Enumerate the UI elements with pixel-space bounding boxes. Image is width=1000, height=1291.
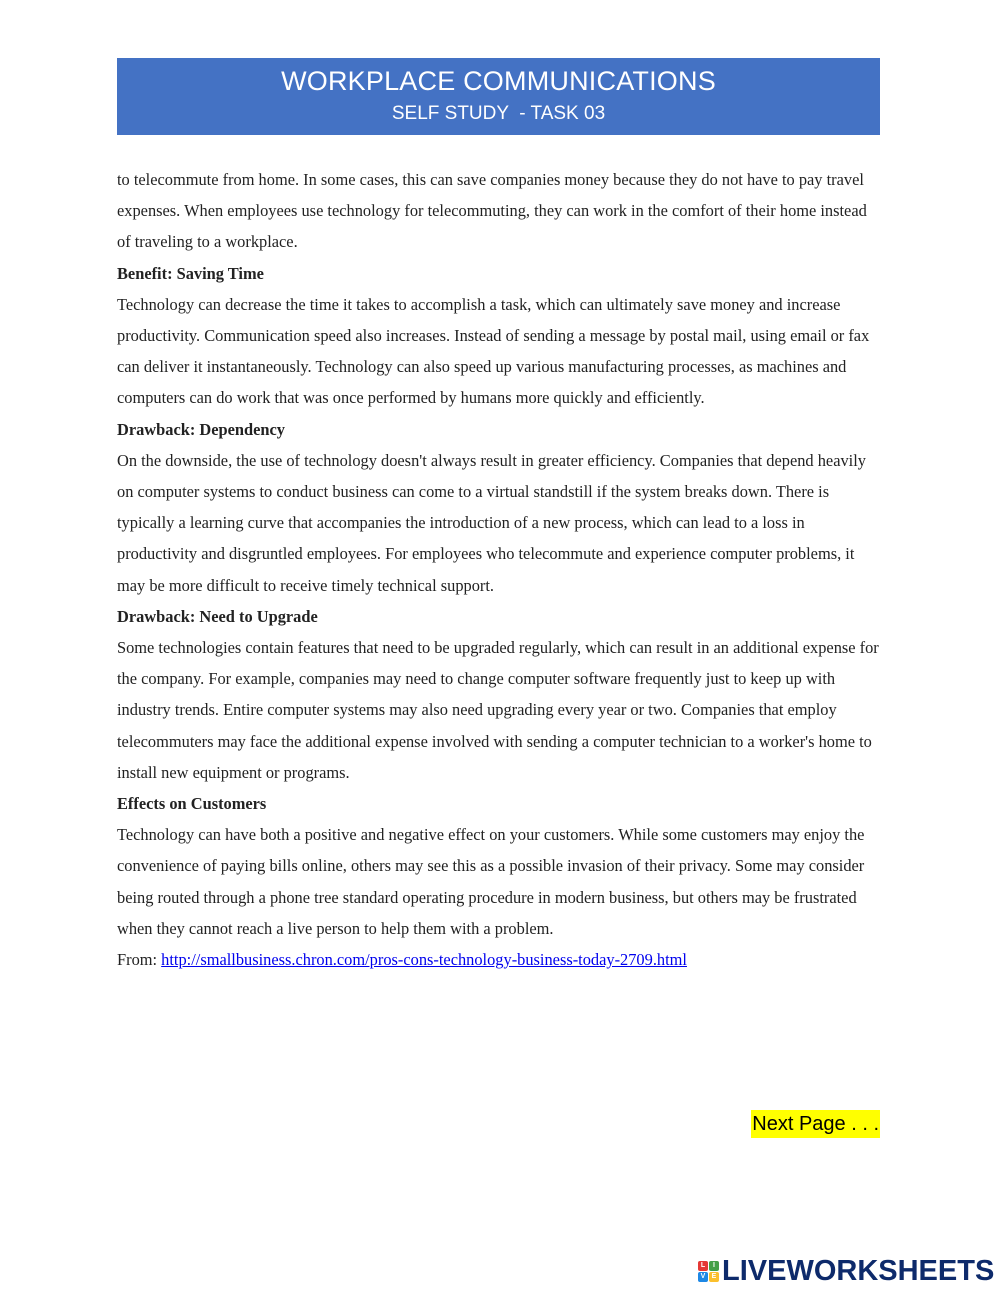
logo-cubes-icon <box>698 1261 719 1282</box>
logo-cube: I <box>709 1261 719 1271</box>
page-subtitle: SELF STUDY - TASK 03 <box>391 103 606 124</box>
header-banner <box>117 58 880 135</box>
section-heading-need-to-upgrade: Drawback: Need to Upgrade <box>117 606 318 626</box>
section-text-effects-on-customers: Technology can have both a positive and negative effect on your customers. While some customers may enjoy the convenience of paying bills online, others may see this as a possible invasion of their privacy. Some may consider being routed through a phone tree standard operating procedure in modern business, but others may be frustrated when they cannot reach a live person to help them with a problem. <box>117 825 865 938</box>
section-heading-dependency: Drawback: Dependency <box>117 419 285 439</box>
section-text-dependency: On the downside, the use of technology doesn't always result in greater efficiency. Companies that depend heavily on computer systems to conduct business can come to a virtual standstill if the system breaks down. There is typically a learning curve that accompanies the introduction of a new process, which can lead to a loss in productivity and disgruntled employees. For employees who telecommute and experience computer problems, it may be more difficult to receive timely technical support. <box>117 450 866 595</box>
liveworksheets-logo <box>698 1256 994 1286</box>
logo-cube: L <box>698 1261 708 1271</box>
section-heading-saving-time: Benefit: Saving Time <box>117 263 264 283</box>
document-body <box>117 164 884 975</box>
intro-paragraph: to telecommute from home. In some cases, this can save companies money because they do not have to pay travel expenses. When employees use technology for telecommuting, they can work in the comfort of their home instead of traveling to a workplace. <box>117 170 867 252</box>
section-heading-effects-on-customers: Effects on Customers <box>117 794 267 814</box>
logo-text: LIVEWORKSHEETS <box>722 1254 995 1287</box>
source-line <box>117 944 884 975</box>
logo-cube: V <box>698 1272 708 1282</box>
section-text-saving-time: Technology can decrease the time it takes to accomplish a task, which can ultimately save money and increase productivity. Communication speed also increases. Instead of sending a message by postal mail, using email or fax can deliver it instantaneously. Technology can also speed up various manufacturing processes, as machines and computers can do work that was once performed by humans more quickly and efficiently. <box>117 294 870 408</box>
logo-cube: E <box>709 1272 719 1282</box>
next-page-button[interactable]: Next Page . . . <box>751 1110 880 1138</box>
page-title: WORKPLACE COMMUNICATIONS <box>281 66 716 96</box>
source-label: From: <box>117 950 162 970</box>
section-text-need-to-upgrade: Some technologies contain features that need to be upgraded regularly, which can result in an additional expense for the company. For example, companies may need to change computer software frequently just to keep up with industry trends. Entire computer systems may also need upgrading every year or two. Companies that employ telecommuters may face the additional expense involved with sending a computer technician to a worker's home to install new equipment or programs. <box>117 638 879 782</box>
source-link[interactable]: http://smallbusiness.chron.com/pros-cons-technology-business-today-2709.html <box>161 950 687 970</box>
